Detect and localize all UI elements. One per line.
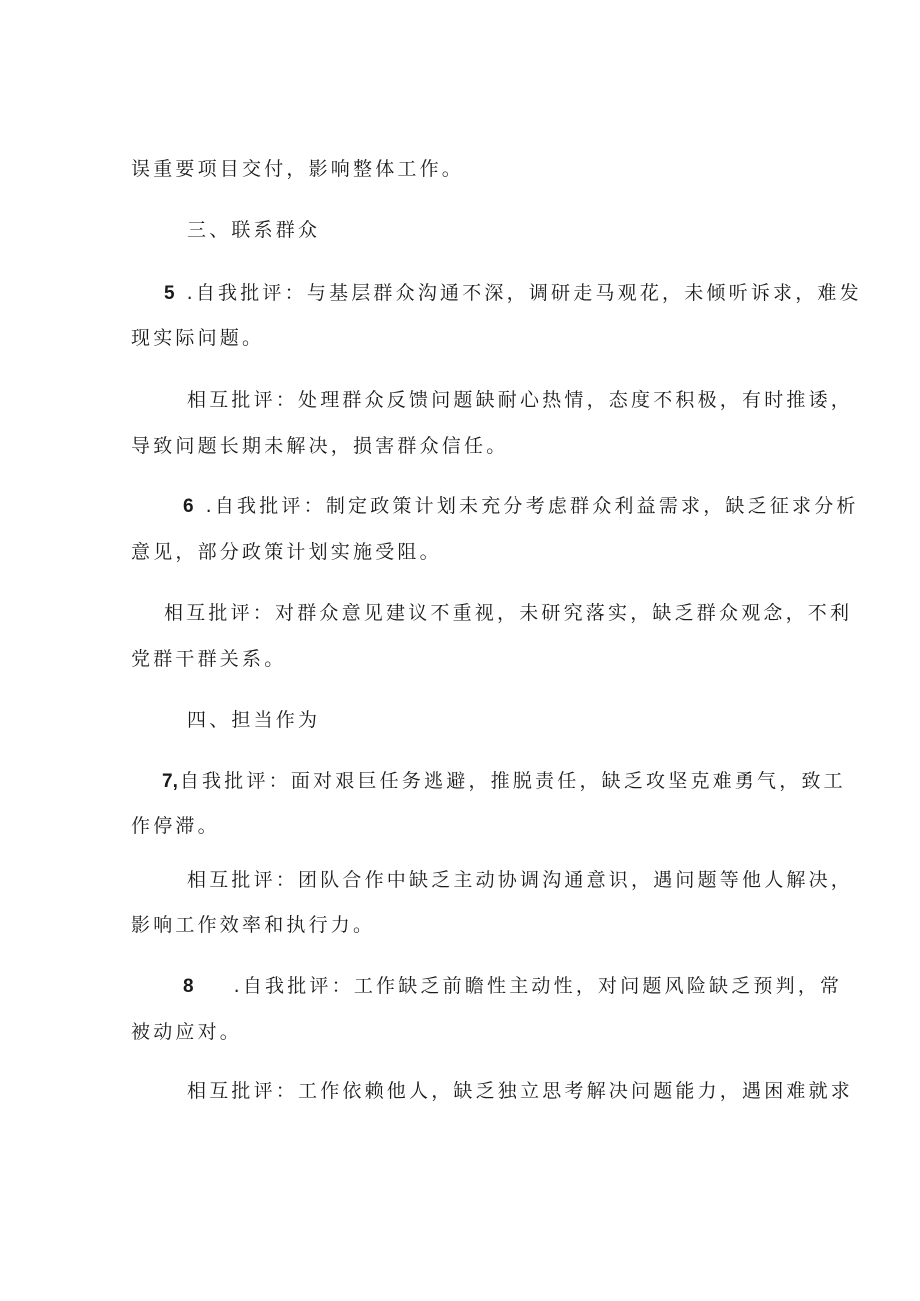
section-heading-responsibility: 四、担当作为 [187,709,321,731]
item5-mutual-criticism-line2: 导致问题长期未解决，损害群众信任。 [131,435,509,457]
item7-number: 7, [162,771,178,792]
item5-self-criticism-line1 [164,280,862,307]
item8-number: 8 [183,976,194,997]
item5-self-text: .自我批评：与基层群众沟通不深，调研走马观花，未倾听诉求，难发 [186,282,862,304]
item7-self-criticism-line1 [162,768,846,795]
item6-mutual-criticism-line2: 党群干群关系。 [131,648,287,670]
section-heading-contact-masses: 三、联系群众 [187,219,321,241]
item5-mutual-criticism-line1: 相互批评：处理群众反馈问题缺耐心热情，态度不积极，有时推诿， [187,389,854,411]
item6-self-text: .自我批评：制定政策计划未充分考虑群众利益需求，缺乏征求分析 [205,495,859,517]
item6-self-criticism-line1 [183,493,859,520]
item6-number: 6 [183,496,194,517]
item8-self-criticism-line1 [183,973,842,1000]
item8-mutual-criticism-line1: 相互批评：工作依赖他人，缺乏独立思考解决问题能力，遇困难就求 [187,1080,854,1102]
item6-self-criticism-line2: 意见，部分政策计划实施受阻。 [131,541,442,563]
item5-number: 5 [164,283,175,304]
item7-self-criticism-line2: 作停滞。 [131,815,220,837]
item7-self-text: 自我批评：面对艰巨任务逃避，推脱责任，缺乏攻坚克难勇气，致工 [179,770,846,792]
item7-mutual-criticism-line2: 影响工作效率和执行力。 [131,914,376,936]
item7-mutual-criticism-line1: 相互批评：团队合作中缺乏主动协调沟通意识，遇问题等他人解决， [187,869,854,891]
item8-self-text: .自我批评：工作缺乏前瞻性主动性，对问题风险缺乏预判，常 [233,975,843,997]
item6-mutual-criticism-line1: 相互批评：对群众意见建议不重视，未研究落实，缺乏群众观念，不利 [164,602,853,624]
continuation-text: 误重要项目交付，影响整体工作。 [131,158,465,180]
item8-self-criticism-line2: 被动应对。 [131,1021,243,1043]
item5-self-criticism-line2: 现实际问题。 [131,327,265,349]
